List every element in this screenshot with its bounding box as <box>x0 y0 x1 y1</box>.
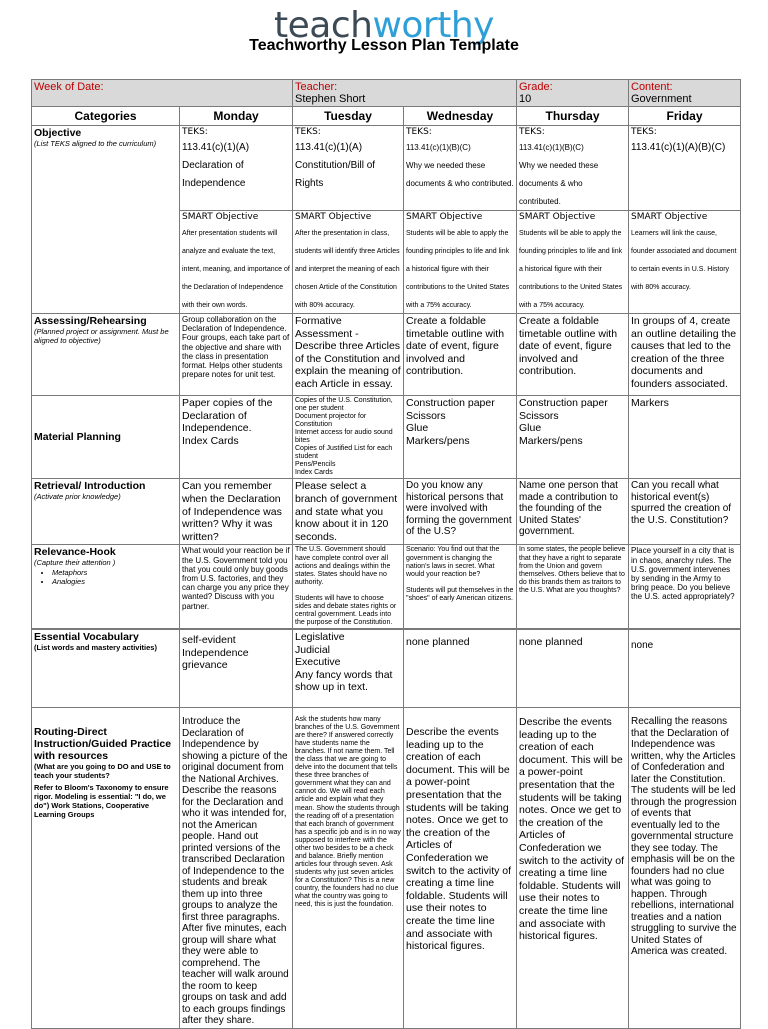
vocab-title: Essential Vocabulary <box>34 631 139 643</box>
assessing-mon: Group collaboration on the Declaration of Independence. Four groups, each take part of the objective and share with the class in presentation format. Helps other students prepare notes for unit test. <box>180 314 293 396</box>
lesson-plan-table-top <box>31 79 741 629</box>
smart-mon <box>180 211 293 314</box>
grade-cell <box>517 80 629 107</box>
objective-thu <box>517 126 629 211</box>
assessing-note: (Planned project or assignment. Must be aligned to objective) <box>34 327 169 345</box>
smart-label: SMART Objective <box>519 212 596 222</box>
page-title: Teachworthy Lesson Plan Template <box>249 37 519 54</box>
content-value: Government <box>631 93 692 105</box>
objective-mon-text: 113.41(c)(1)(A) Declaration of Independence <box>182 142 250 189</box>
thursday-heading: Thursday <box>517 107 629 126</box>
assessing-fri: In groups of 4, create an outline detailing the causes that led to the creation of the three documents and founders associated. <box>629 314 741 396</box>
objective-thu-text: 113.41(c)(1)(B)(C) Why we needed these documents & who contributed. <box>519 143 599 206</box>
hook-fri: Place yourself in a city that is in chaos, anarchy rules. The U.S. government intervenes by sending in the Army to bring peace. Do you believe the U.S. acted appropriately? <box>629 545 741 628</box>
hook-row <box>32 545 741 628</box>
week-of-date-cell <box>32 80 293 107</box>
vocab-thu: none planned <box>517 630 629 708</box>
friday-heading: Friday <box>629 107 741 126</box>
tuesday-heading: Tuesday <box>293 107 404 126</box>
smart-wed-text: Students will be able to apply the founding principles to life and link a historical figure with their contributions to the United States with a 75% accuracy. <box>406 230 510 309</box>
material-tue: Copies of the U.S. Constitution, one per student Document projector for Constitution Internet access for audio sound bites Copies of Justified List for each student Pens/Pencils Index Cards <box>293 396 404 479</box>
retrieval-note: (Activate prior knowledge) <box>34 492 121 502</box>
material-title: Material Planning <box>34 431 121 444</box>
teks-label: TEKS: <box>631 127 657 137</box>
teks-label: TEKS: <box>406 127 432 137</box>
teks-label: TEKS: <box>519 127 545 137</box>
assessing-wed: Create a foldable timetable outline with date of event, figure involved and contribution. <box>404 314 517 396</box>
teacher-label: Teacher: <box>295 81 338 93</box>
lesson-plan-table-bottom <box>31 629 741 1029</box>
objective-fri <box>629 126 741 211</box>
teacher-cell <box>293 80 517 107</box>
hook-bullets <box>52 568 177 586</box>
smart-wed <box>404 211 517 314</box>
objective-wed-text: 113.41(c)(1)(B)(C) Why we needed these documents & who contributed. <box>406 143 514 188</box>
routing-title: Routing-Direct Instruction/Guided Practice with resources <box>34 726 172 762</box>
assessing-row <box>32 314 741 396</box>
wednesday-heading: Wednesday <box>404 107 517 126</box>
smart-tue <box>293 211 404 314</box>
teks-label: TEKS: <box>295 127 321 137</box>
grade-value: 10 <box>519 93 532 105</box>
objective-note: (List TEKS aligned to the curriculum) <box>34 139 157 148</box>
material-wed: Construction paper Scissors Glue Markers/pens <box>404 396 517 479</box>
material-fri: Markers <box>629 396 741 479</box>
vocab-mon: self-evident Independence grievance <box>180 630 293 708</box>
week-of-date-label: Week of Date: <box>34 81 104 93</box>
logo-part-1: teach <box>274 5 373 46</box>
vocab-category <box>32 630 180 708</box>
vocab-row <box>32 630 741 708</box>
smart-fri-text: Learners will link the cause, founder associated and document to certain events in U.S. History with 80% accuracy. <box>631 230 737 291</box>
material-thu: Construction paper Scissors Glue Markers/pens <box>517 396 629 479</box>
smart-label: SMART Objective <box>182 212 259 222</box>
categories-heading: Categories <box>32 107 180 126</box>
assessing-title: Assessing/Rehearsing <box>34 315 147 327</box>
grade-label: Grade: <box>519 81 553 93</box>
retrieval-fri: Can you recall what historical event(s) spurred the creation of the U.S. Constitution? <box>629 479 741 545</box>
smart-mon-text: After presentation students will analyze and evaluate the text, intent, meaning, and importance of the Declaration of Independence with their own words. <box>182 230 290 309</box>
smart-label: SMART Objective <box>406 212 483 222</box>
smart-thu <box>517 211 629 314</box>
retrieval-thu: Name one person that made a contribution to the founding of the United States' government. <box>517 479 629 545</box>
hook-title: Relevance-Hook <box>34 546 116 559</box>
retrieval-row <box>32 479 741 545</box>
material-row <box>32 396 741 479</box>
smart-tue-text: After the presentation in class, students will identify three Articles and interpret the meaning of each chosen Article of the Constitution with 80% accuracy. <box>295 230 400 309</box>
smart-label: SMART Objective <box>631 212 708 222</box>
hook-note: (Capture their attention ) <box>34 558 116 568</box>
objective-category <box>32 126 180 314</box>
routing-mon: Introduce the Declaration of Independence by showing a picture of the original document from the National Archives. Describe the reasons for the Declaration and who it was intended for, not the American people. Hand out printed versions of the transcribed Declaration of Independence to the students and break them up into three groups to analyze the first three paragraphs. After five minutes, each group will share what they were able to comprehend. The teacher will walk around the room to keep groups on task and add to each groups findings after they share. <box>180 708 293 1029</box>
retrieval-title: Retrieval/ Introduction <box>34 480 146 493</box>
objective-wed <box>404 126 517 211</box>
day-header-row <box>32 107 741 126</box>
monday-heading: Monday <box>180 107 293 126</box>
hook-bullet-metaphors: • Metaphors <box>52 568 177 577</box>
hook-bullet-analogies: • Analogies <box>52 577 177 586</box>
hook-category <box>32 545 180 628</box>
smart-fri <box>629 211 741 314</box>
hook-thu: In some states, the people believe that they have a right to separate from the Union and govern themselves. Others believe that to do this brands them as traitors to the U.S. What are you thoughts? <box>517 545 629 628</box>
objective-tue-text: 113.41(c)(1)(A) Constitution/Bill of Rights <box>295 142 376 189</box>
retrieval-wed: Do you know any historical persons that were involved with forming the government of the U.S? <box>404 479 517 545</box>
material-category <box>32 396 180 479</box>
routing-thu: Describe the events leading up to the creation of each document. This will be a power-point presentation that the students will be taking notes. Once we get to the creation of the Articles of Confederation we switch to the activity of creating a time line foldable. Students will use their notes to create the time line and associate with historical figures. <box>517 708 629 1029</box>
objective-teks-row <box>32 126 741 211</box>
objective-title: Objective <box>34 127 82 139</box>
assessing-tue: Formative Assessment - Describe three Articles of the Constitution and explain the meaning of each Article in essay. <box>293 314 404 396</box>
vocab-note: (List words and mastery activities) <box>34 643 157 652</box>
content-label: Content: <box>631 81 673 93</box>
objective-mon <box>180 126 293 211</box>
material-mon: Paper copies of the Declaration of Independence. Index Cards <box>180 396 293 479</box>
routing-row <box>32 708 741 1029</box>
logo-part-2: worthy <box>372 5 494 46</box>
content-cell <box>629 80 741 107</box>
routing-tue: Ask the students how many branches of the U.S. Government are there? If answered correctly have students name the branches. If not name them. Tell the class that we are going to delve into the document that tells these three branches of government what they can and cannot do. We will read each article and explain what they mean. Show the students through the reading off of a presentation that each branch of government has a specific job and is in no way supposed to interfere with the other two besides to be a check and balance. Briefly mention articles four through seven. Ask students why just seven articles for a Constitution? This is a new country, the founders had no clue what the country was going to need, this is just the foundation. <box>293 708 404 1029</box>
objective-fri-text: 113.41(c)(1)(A)(B)(C) <box>631 142 726 153</box>
teacher-value: Stephen Short <box>295 93 366 105</box>
routing-wed: Describe the events leading up to the creation of each document. This will be a power-point presentation that the students will be taking notes. Once we get to the creation of the Articles of Confederation we switch to the activity of creating a time line foldable. Students will use their notes to create the time line and associate with historical figures. <box>404 708 517 1029</box>
vocab-wed: none planned <box>404 630 517 708</box>
vocab-tue: Legislative Judicial Executive Any fancy words that show up in text. <box>293 630 404 708</box>
smart-thu-text: Students will be able to apply the founding principles to life and link a historical figure with their contributions to the United States with a 75% accuracy. <box>519 230 623 309</box>
hook-mon: What would your reaction be if the U.S. Government told you that you could only buy goods from U.S. factories, and they can charge you any price they wanted? Discuss with you partner. <box>180 545 293 628</box>
smart-label: SMART Objective <box>295 212 372 222</box>
hook-wed: Scenario: You find out that the government is changing the nation's laws in secret. What would your reaction be? Students will put themselves in the "shoes" of early American citizens. <box>404 545 517 628</box>
teks-label: TEKS: <box>182 127 208 137</box>
routing-category <box>32 708 180 1029</box>
objective-tue <box>293 126 404 211</box>
routing-fri: Recalling the reasons that the Declaration of Independence was written, why the Articles of Confederation and later the Constitution. The students will be led through the progression of events that eventually led to the governmental structure they see today. The emphasis will be on the founders had no clue what was going to happen. Through rebellions, international treaties and a nation struggling to survive the United States of America was created. <box>629 708 741 1029</box>
assessing-thu: Create a foldable timetable outline with date of event, figure involved and contribution. <box>517 314 629 396</box>
assessing-category <box>32 314 180 396</box>
routing-note-2: Refer to Bloom's Taxonomy to ensure rigor. Modeling is essential: "I do, we do") Work Stations, Cooperative Learning Groups <box>34 783 169 819</box>
hook-tue: The U.S. Government should have complete control over all actions and dealings within the states. States should have no authority. Students will have to choose sides and debate states rights or central government. Leads into the purpose of the Constitution. <box>293 545 404 628</box>
vocab-fri: none <box>629 630 741 708</box>
retrieval-mon: Can you remember when the Declaration of Independence was written? Why it was written? <box>180 479 293 545</box>
retrieval-tue: Please select a branch of government and state what you know about it in 120 seconds. <box>293 479 404 545</box>
retrieval-category <box>32 479 180 545</box>
routing-note-1: (What are you going to DO and USE to teach your students? <box>34 762 171 780</box>
header-row <box>32 80 741 107</box>
